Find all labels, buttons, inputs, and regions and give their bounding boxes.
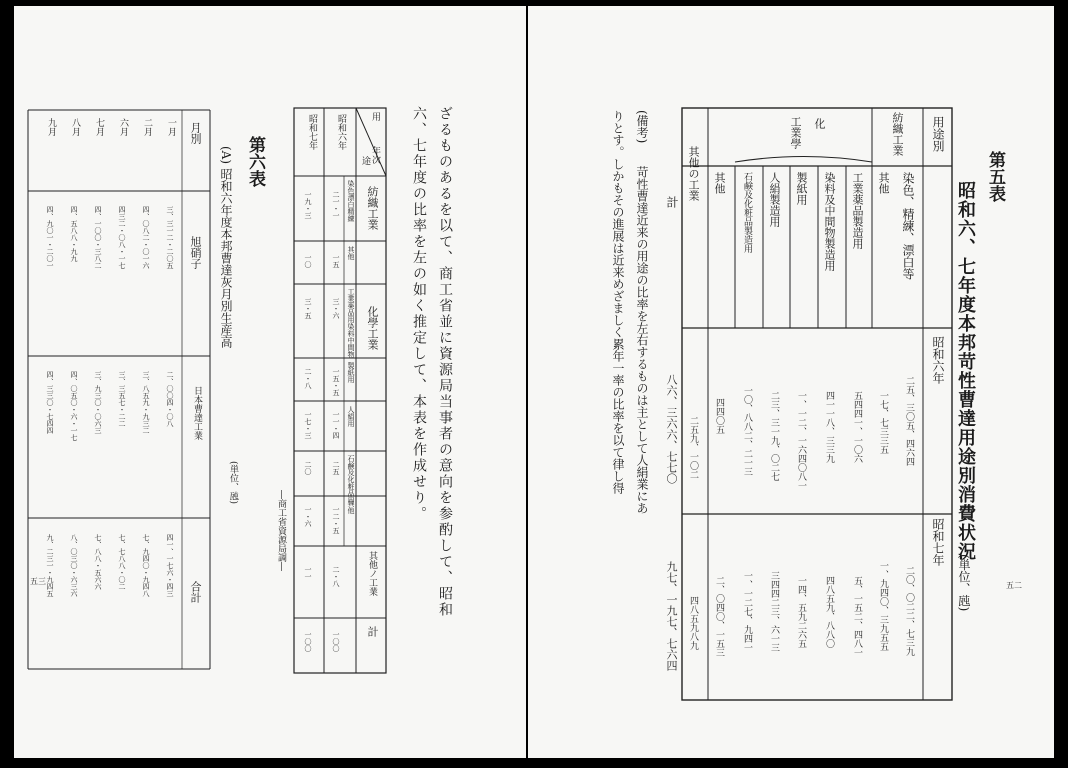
small-table-s6-v4: 一五・五: [332, 368, 340, 396]
table5-row-s6: 四一一八、三三九: [824, 391, 834, 463]
table6-asahi-value: 四三二・〇八・一七: [118, 206, 126, 269]
small-table-col-total: 計: [366, 626, 379, 637]
table6-month: 二月: [142, 118, 152, 136]
table6-month: 七月: [94, 118, 104, 136]
table5-note-heading: (備考): [635, 110, 649, 144]
table5-row-s7: 四八五九八九: [688, 596, 698, 650]
table6-total-value: 七、九四〇・九四八: [142, 534, 150, 597]
group-textile-label: 紡織工業: [891, 112, 904, 156]
small-table-s6-v5: 一一・四: [332, 411, 340, 439]
small-table-sub-2: 其他: [347, 246, 355, 260]
table6-month: 六月: [118, 118, 128, 136]
table5-header-usage: 用途別: [931, 116, 945, 152]
table6-total-value: 七、七八八・〇二: [118, 534, 126, 590]
table6-total-value: 九、二三一・九四五: [46, 534, 54, 597]
table5-unit: (単位、瓲): [957, 554, 971, 612]
table6-asahi-value: 四、〇八二・〇一六: [142, 206, 150, 269]
table6-header-nihon: 日本曹達工業: [192, 386, 202, 440]
table5-total-s7: 九七、一九七、七六四: [665, 561, 678, 671]
table6-nihon-value: 三、三五七・二二: [118, 371, 126, 427]
table6-total-value: 四一、一七六・四三: [166, 534, 174, 597]
group-chem-top-label: 化: [813, 118, 826, 129]
small-table-s7-v5: 一七・三: [304, 411, 312, 439]
small-table-sub-6: 石鹸及化粧品用: [347, 455, 355, 504]
small-table-col-chem: 化學工業: [366, 306, 379, 350]
table5-row-s7: 五、一五二、四八一: [852, 576, 862, 657]
table5-row-s7: 二〇、〇二二、七三九: [904, 566, 914, 656]
small-table-s7-v8: 一一: [304, 566, 312, 580]
table5-header-s6: 昭和六年: [931, 336, 945, 384]
table5-row-s7: 一、九四〇、三九五五: [878, 561, 888, 651]
table5-row-s6: 一〇、八八二、二一三: [742, 386, 752, 476]
small-table-col-other: 其他ノ工業: [367, 551, 377, 596]
table6-total-value: 八、〇三〇・六三六: [70, 534, 78, 597]
small-table-year-1: 昭和六年: [336, 114, 346, 150]
small-table-s6-v1: 二一・一: [332, 191, 340, 219]
table5-row-label: 其他の工業: [687, 146, 700, 201]
table6-asahi-value: 四、九〇一・二〇一: [46, 206, 54, 269]
table5-note-line-2: りとす。しかもその進展は近来めざましく累年一率の比率を以て律し得: [611, 110, 625, 494]
table5-row-label: 染色、精練、漂白等: [901, 172, 915, 280]
small-table-sub-3: 工業薬品用染料中間物: [347, 288, 355, 358]
table5-row-s6: 一、一二、一六四〇八一: [796, 391, 806, 490]
table6-asahi-value: 四、五八八・九九: [70, 206, 78, 262]
small-table-year-2: 昭和七年: [307, 114, 317, 150]
table5-row-s6: 四四〇五: [714, 398, 724, 434]
table6-month: 一月: [166, 118, 176, 136]
small-table-corner-mid: 途: [360, 156, 370, 165]
table5-row-s6: 二五、三〇五、四六四: [904, 376, 914, 466]
table6-title: 第六表: [245, 136, 265, 187]
body-text-line-1: ざるものあるを以て、商工省並に資源局当事者の意向を参酌して、昭和: [437, 106, 453, 618]
body-text-line-2: 六、七年度の比率を左の如く推定して、本表を作成せり。: [411, 106, 427, 522]
table5-row-s6: 一七、七三三五: [878, 391, 888, 454]
table5-subtitle: 昭和六、七年度本邦苛性曹達用途別消費状況: [955, 181, 976, 561]
small-table-s6-v9: 一〇〇: [332, 631, 340, 652]
table6-nihon-value: 三、九三〇・〇六三: [94, 371, 102, 434]
table5-row-label: 其他: [877, 172, 890, 194]
small-table-s6-v6: 二五: [332, 461, 340, 475]
table5-row-s6: 二五九、一〇二: [688, 416, 698, 479]
table5-header-s7: 昭和七年: [931, 518, 945, 566]
small-table-col-textile: 紡織工業: [366, 186, 379, 230]
table5-row-s7: 四八五九、八八〇: [824, 576, 834, 648]
small-table-sub-1: 染色漂白精練: [347, 180, 355, 222]
table6-header-asahi: 旭硝子: [189, 236, 202, 269]
small-table-s7-v2: 一〇: [304, 254, 312, 268]
table5-row-s7: 一、一二七、九四一: [742, 571, 752, 652]
small-table-s6-v7: 一二・五: [332, 506, 340, 534]
table6-month: 八月: [70, 118, 80, 136]
table5-title: 第五表: [985, 151, 1005, 202]
small-table-source: ―商工省資源局調―: [276, 490, 286, 571]
table5-row-s7: 三四四二三、六一三: [769, 571, 779, 652]
table5-row-label: 其他: [713, 172, 726, 194]
left-page: [14, 6, 526, 758]
table5-row-label: 石鹸及化粧品製造用: [742, 172, 752, 253]
small-table-s7-v7: 一・六: [304, 506, 312, 527]
right-page-number: 五二: [1006, 581, 1022, 590]
table6-nihon-value: 四、〇五〇・六・一七: [70, 371, 78, 441]
table5-row-s7: 一四、五九二六五: [796, 576, 806, 648]
small-table-sub-5: 人絹用: [347, 406, 355, 427]
table5-row-s7: 二、〇四〇、一五三: [714, 576, 724, 657]
group-chem-bottom-label: 工業學: [789, 116, 802, 149]
table6-asahi-value: 三、三一二・二〇五: [166, 206, 174, 269]
table5-row-label: 製紙用: [795, 172, 808, 205]
small-table-s6-v2: 一五: [332, 254, 340, 268]
small-table-s7-v6: 二〇: [304, 461, 312, 475]
table6-asahi-value: 四、一〇〇・三八二: [94, 206, 102, 269]
table5-row-label: 工業薬品製造用: [851, 172, 864, 249]
table6-nihon-value: 三、八五九・九三二: [142, 371, 150, 434]
small-table-corner-bottom: 年次: [370, 146, 380, 164]
small-table-s7-v9: 一〇〇: [304, 631, 312, 652]
small-table-s7-v4: 二・八: [304, 368, 312, 389]
table6-header-month: 月別: [189, 122, 202, 144]
table6-total-value: 七、八八・五六六: [94, 534, 102, 590]
table5-row-s6: 二三、三一九、〇二七: [769, 391, 779, 481]
table6-month: 九月: [46, 118, 56, 136]
small-table-s6-v3: 三・六: [332, 298, 340, 319]
table6-header-total: 合計: [189, 581, 202, 603]
table5-total-label: 計: [665, 196, 679, 208]
table5-note-line-1: 苛性曹達近来の用途の比率を左右するものは主として人絹業にあ: [635, 166, 649, 514]
table6-subtitle: (A) 昭和六年度本邦曹達灰月別生産高: [219, 146, 233, 348]
table5-total-s6: 八六、三六六、七七〇: [665, 374, 678, 484]
small-table-s6-v8: 二・八: [332, 566, 340, 587]
small-table-sub-7: 其他: [347, 500, 355, 514]
table5-row-label: 染料及中間物製造用: [823, 172, 836, 271]
table5-row-label: 人絹製造用: [768, 172, 781, 227]
small-table-sub-4: 製紙用: [347, 362, 355, 383]
table5-row-s6: 五四四一、一〇六: [852, 391, 862, 463]
left-page-number: 五三: [30, 577, 46, 586]
table6-nihon-value: 二、〇〇四・〇八: [166, 371, 174, 427]
table6-nihon-value: 四、三三〇・七四四: [46, 371, 54, 434]
right-page: [528, 6, 1054, 758]
small-table-s7-v3: 三・五: [304, 298, 312, 319]
small-table-s7-v1: 一九・三: [304, 191, 312, 219]
small-table-corner-top: 用: [370, 112, 380, 121]
table6-unit: (単位、瓲): [228, 461, 238, 505]
